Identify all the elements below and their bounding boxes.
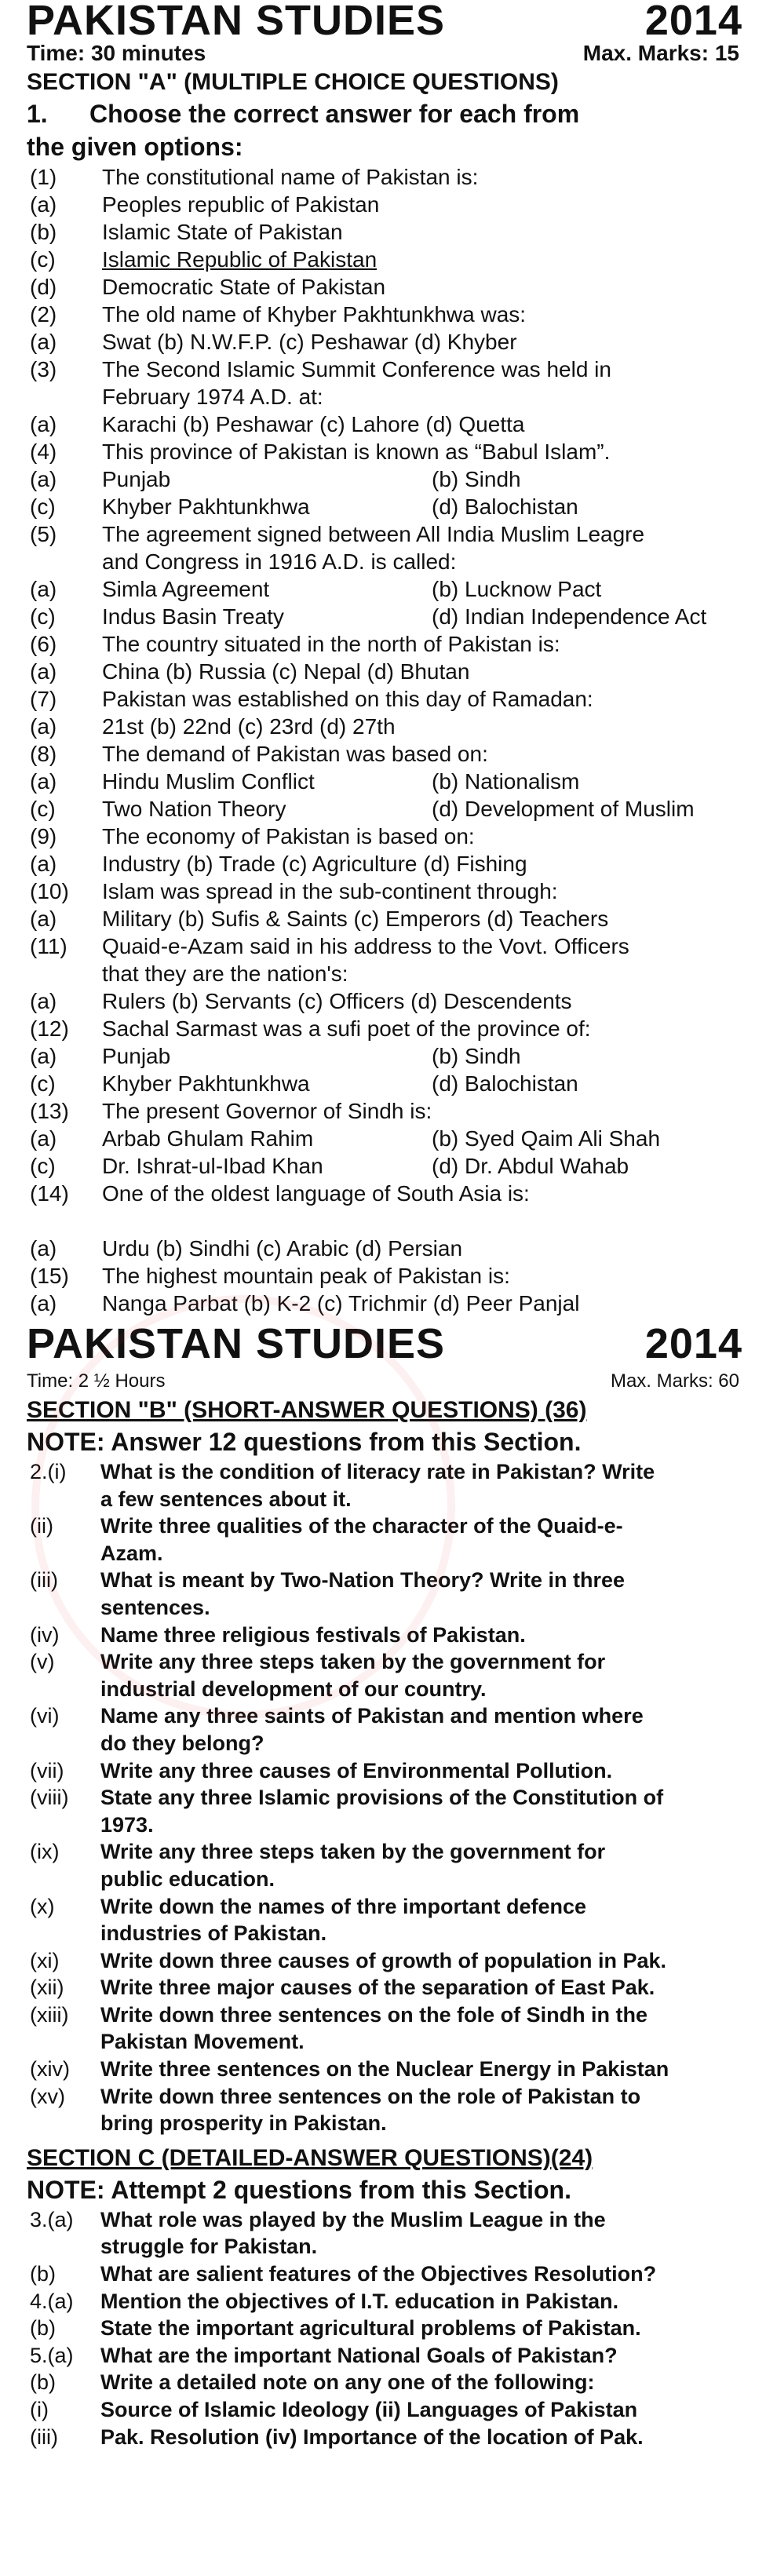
item-label: (vii) xyxy=(30,1758,64,1782)
question-line xyxy=(0,465,766,493)
item-text: The highest mountain peak of Pakistan is: xyxy=(102,1264,510,1288)
option-left: Khyber Pakhtunkhwa xyxy=(102,1071,310,1096)
item-label: (11) xyxy=(30,934,67,958)
item-text: What is meant by Two-Nation Theory? Write in three xyxy=(100,1568,626,1593)
question-line xyxy=(0,1290,766,1317)
question-line xyxy=(0,768,766,795)
item-text: Write three qualities of the character of the Quaid-e- xyxy=(100,1514,623,1538)
section-a-heading: SECTION "A" (MULTIPLE CHOICE QUESTIONS) xyxy=(27,69,559,95)
item-label: (4) xyxy=(30,440,57,464)
option-left: Simla Agreement xyxy=(102,577,270,601)
item-label: (iii) xyxy=(30,1568,58,1593)
item-label: (d) xyxy=(30,275,57,299)
item-label: (i) xyxy=(30,2398,49,2421)
item-text: The old name of Khyber Pakhtunkhwa was: xyxy=(102,302,527,327)
option-pair xyxy=(102,795,741,823)
item-label: (1) xyxy=(30,165,57,189)
item-label: (xiv) xyxy=(30,2057,70,2082)
item-text: Write down three sentences on the fole of Sindh in the xyxy=(100,2002,648,2027)
question-line xyxy=(0,2028,766,2056)
question-line xyxy=(0,1676,766,1703)
question-line xyxy=(0,795,766,823)
item-label: (a) xyxy=(30,659,57,684)
item-text: public education. xyxy=(100,1866,275,1891)
item-label: (b) xyxy=(30,2370,56,2395)
item-text: Write three major causes of the separation of East Pak. xyxy=(100,1976,655,2000)
question-line xyxy=(0,520,766,548)
item-text: What are the important National Goals of Pakistan? xyxy=(100,2343,618,2367)
item-label: (xii) xyxy=(30,1976,64,2000)
paper-a-header xyxy=(0,0,766,44)
paper-b-title: PAKISTAN STUDIES xyxy=(27,1320,446,1367)
item-label: (ii) xyxy=(30,1514,53,1538)
question-line xyxy=(0,410,766,438)
item-label: (8) xyxy=(30,742,57,766)
item-text: sentences. xyxy=(100,1595,210,1619)
item-text: Azam. xyxy=(100,1541,163,1565)
item-text: One of the oldest language of South Asia is: xyxy=(102,1181,530,1206)
paper-a-title: PAKISTAN STUDIES xyxy=(27,0,446,44)
section-a-instruction xyxy=(0,97,766,130)
item-label: (b) xyxy=(30,2262,56,2286)
item-label: (ix) xyxy=(30,1840,60,1864)
item-label xyxy=(30,1920,100,1947)
item-label xyxy=(30,1540,100,1567)
short-question-list xyxy=(0,1458,766,2137)
question-line xyxy=(0,1235,766,1262)
instruction-number: 1. xyxy=(27,100,48,128)
item-label: (14) xyxy=(30,1181,69,1206)
option-left: Dr. Ishrat-ul-Ibad Khan xyxy=(102,1154,323,1178)
item-text: Quaid-e-Azam said in his address to the Vovt. Officers xyxy=(102,934,629,958)
item-text: that they are the nation's: xyxy=(102,961,348,986)
item-text xyxy=(102,1207,741,1235)
paper-a-marks: Max. Marks: 15 xyxy=(582,41,739,65)
question-line xyxy=(0,1540,766,1567)
item-text: struggle for Pakistan. xyxy=(100,2235,318,2259)
question-line xyxy=(0,1974,766,2001)
question-line xyxy=(0,1702,766,1730)
paper-a-year: 2014 xyxy=(644,0,742,44)
item-label: (x) xyxy=(30,1894,55,1918)
option-left: Hindu Muslim Conflict xyxy=(102,769,315,794)
item-text: do they belong? xyxy=(100,1731,264,1755)
item-text: industrial development of our country. xyxy=(100,1677,487,1701)
item-text: Karachi (b) Peshawar (c) Lahore (d) Quetta xyxy=(102,412,525,436)
option-left: Arbab Ghulam Rahim xyxy=(102,1126,314,1151)
item-label xyxy=(30,1207,102,1235)
item-text: Write any three steps taken by the government for xyxy=(100,1840,606,1864)
item-label: (xiii) xyxy=(30,2002,69,2027)
item-label xyxy=(30,383,102,410)
item-label: (a) xyxy=(30,1236,57,1261)
option-pair xyxy=(102,465,741,493)
option-right: (d) Dr. Abdul Wahab xyxy=(432,1154,629,1178)
option-left: Punjab xyxy=(102,1044,171,1068)
question-line xyxy=(0,548,766,575)
item-text: Name three religious festivals of Pakistan. xyxy=(100,1622,526,1647)
question-line xyxy=(0,2260,766,2288)
option-right: (d) Balochistan xyxy=(432,1071,578,1096)
question-line xyxy=(0,2396,766,2424)
item-label: (13) xyxy=(30,1099,69,1123)
item-label: (a) xyxy=(30,1291,57,1315)
paper-b-header xyxy=(0,1320,766,1367)
item-label: (viii) xyxy=(30,1786,69,1810)
item-text: Write any three steps taken by the government for xyxy=(100,1650,606,1674)
item-label: (a) xyxy=(30,852,57,876)
item-label: (5) xyxy=(30,522,57,546)
question-line xyxy=(0,630,766,658)
question-line xyxy=(0,1070,766,1097)
item-label xyxy=(30,960,102,987)
item-label xyxy=(30,2233,100,2260)
item-label: (15) xyxy=(30,1264,69,1288)
item-text: Democratic State of Pakistan xyxy=(102,275,386,299)
option-right: (d) Indian Independence Act xyxy=(432,604,707,629)
item-text: The constitutional name of Pakistan is: xyxy=(102,165,479,189)
option-left: Two Nation Theory xyxy=(102,797,286,821)
item-label: (a) xyxy=(30,769,57,794)
option-pair xyxy=(102,1125,741,1152)
item-label: (iv) xyxy=(30,1622,60,1647)
item-label: (b) xyxy=(30,2316,56,2341)
question-line xyxy=(0,2288,766,2315)
option-pair xyxy=(102,603,741,630)
question-line xyxy=(0,356,766,383)
item-text: What is the condition of literacy rate in Pakistan? Write xyxy=(100,1460,655,1483)
question-line xyxy=(0,2056,766,2083)
item-text: Rulers (b) Servants (c) Officers (d) Descendents xyxy=(102,989,572,1013)
item-label xyxy=(30,2110,100,2137)
question-line xyxy=(0,1812,766,1839)
item-text: The country situated in the north of Pakistan is: xyxy=(102,632,560,656)
item-label: (xv) xyxy=(30,2084,65,2108)
question-line xyxy=(0,575,766,603)
question-line xyxy=(0,2369,766,2396)
question-line xyxy=(0,905,766,932)
question-line xyxy=(0,1262,766,1290)
option-right: (b) Sindh xyxy=(432,467,521,491)
item-text: Sachal Sarmast was a sufi poet of the province of: xyxy=(102,1016,591,1041)
item-label: (a) xyxy=(30,412,57,436)
option-pair xyxy=(102,768,741,795)
item-text: Islamic Republic of Pakistan xyxy=(102,247,378,272)
question-line xyxy=(0,823,766,850)
paper-b-meta xyxy=(0,1367,766,1396)
paper-b-year: 2014 xyxy=(644,1320,742,1367)
item-label: (c) xyxy=(30,1154,56,1178)
section-b-heading: SECTION "B" (SHORT-ANSWER QUESTIONS) (36) xyxy=(27,1397,587,1423)
option-right: (d) Development of Muslim xyxy=(432,797,695,821)
long-question-list xyxy=(0,2206,766,2450)
item-text: Islamic State of Pakistan xyxy=(102,220,343,244)
item-text: Islam was spread in the sub-continent through: xyxy=(102,879,558,903)
item-text: 1973. xyxy=(100,1812,154,1837)
item-label: (7) xyxy=(30,687,57,711)
item-text: Industry (b) Trade (c) Agriculture (d) Fishing xyxy=(102,852,527,876)
item-label: (c) xyxy=(30,604,56,629)
question-line xyxy=(0,383,766,410)
question-line xyxy=(0,987,766,1015)
item-label: (c) xyxy=(30,247,56,272)
section-c-heading: SECTION C (DETAILED-ANSWER QUESTIONS)(24) xyxy=(27,2144,593,2171)
item-text: The agreement signed between All India Muslim Leagre xyxy=(102,522,645,546)
item-text: a few sentences about it. xyxy=(100,1487,352,1511)
option-pair xyxy=(102,1152,741,1180)
question-line xyxy=(0,1512,766,1540)
item-text: Urdu (b) Sindhi (c) Arabic (d) Persian xyxy=(102,1236,463,1261)
item-label: (c) xyxy=(30,1071,56,1096)
option-pair xyxy=(102,1042,741,1070)
paper-b-time: Time: 2 ½ Hours xyxy=(27,1370,166,1392)
question-line xyxy=(0,713,766,740)
question-line xyxy=(0,1152,766,1180)
item-text: State any three Islamic provisions of the Constitution of xyxy=(100,1786,664,1810)
paper-a-time: Time: 30 minutes xyxy=(27,41,206,65)
question-line xyxy=(0,1838,766,1866)
question-line xyxy=(0,301,766,328)
item-text: bring prosperity in Pakistan. xyxy=(100,2111,387,2136)
item-label: (v) xyxy=(30,1650,55,1674)
item-label xyxy=(30,548,102,575)
option-left: Punjab xyxy=(102,467,171,491)
question-line xyxy=(0,1015,766,1042)
item-label: (2) xyxy=(30,302,57,327)
item-text: Write down three causes of growth of population in Pak. xyxy=(100,1948,667,1972)
question-line xyxy=(0,438,766,465)
item-text: China (b) Russia (c) Nepal (d) Bhutan xyxy=(102,659,470,684)
item-text: This province of Pakistan is known as “Babul Islam”. xyxy=(102,440,611,464)
item-text: Write down the names of thre important defence xyxy=(100,1894,587,1918)
question-line xyxy=(0,1920,766,1947)
question-line xyxy=(0,2315,766,2342)
item-text: Pak. Resolution (iv) Importance of the location of Pak. xyxy=(100,2425,644,2449)
option-right: (b) Nationalism xyxy=(432,769,580,794)
item-label: (a) xyxy=(30,907,57,931)
item-label xyxy=(30,1486,100,1513)
item-label: (a) xyxy=(30,1126,57,1151)
question-line xyxy=(0,246,766,273)
option-left: Indus Basin Treaty xyxy=(102,604,284,629)
question-line xyxy=(0,1594,766,1622)
item-text: Name any three saints of Pakistan and mention where xyxy=(100,1704,644,1728)
item-text: Pakistan Movement. xyxy=(100,2030,305,2054)
item-label xyxy=(30,1594,100,1622)
item-label: (b) xyxy=(30,220,57,244)
question-line xyxy=(0,850,766,878)
question-line xyxy=(0,685,766,713)
item-label: (a) xyxy=(30,330,57,354)
item-text: Mention the objectives of I.T. education in Pakistan. xyxy=(100,2289,619,2313)
item-text: Write down three sentences on the role of Pakistan to xyxy=(100,2084,641,2108)
item-label: (a) xyxy=(30,577,57,601)
item-label: 5.(a) xyxy=(30,2343,74,2367)
question-line xyxy=(0,960,766,987)
question-line xyxy=(0,1458,766,1486)
item-text: Swat (b) N.W.F.P. (c) Peshawar (d) Khyber xyxy=(102,330,517,354)
paper-b-marks: Max. Marks: 60 xyxy=(610,1370,739,1392)
item-text: Military (b) Sufis & Saints (c) Emperors (d) Teachers xyxy=(102,907,609,931)
item-text: The demand of Pakistan was based on: xyxy=(102,742,488,766)
item-text: The Second Islamic Summit Conference was held in xyxy=(102,357,611,381)
item-text: Peoples republic of Pakistan xyxy=(102,192,380,217)
item-label: (6) xyxy=(30,632,57,656)
question-line xyxy=(0,2342,766,2370)
question-line xyxy=(0,878,766,905)
question-line xyxy=(0,1042,766,1070)
question-line xyxy=(0,2424,766,2451)
mcq-list xyxy=(0,163,766,1317)
item-text: industries of Pakistan. xyxy=(100,1921,327,1946)
option-pair xyxy=(102,575,741,603)
item-text: Nanga Parbat (b) K-2 (c) Trichmir (d) Peer Panjal xyxy=(102,1291,580,1315)
item-label: (vi) xyxy=(30,1704,60,1728)
item-label xyxy=(30,1866,100,1893)
item-text: Write three sentences on the Nuclear Energy in Pakistan xyxy=(100,2057,669,2082)
option-right: (d) Balochistan xyxy=(432,494,578,519)
question-line xyxy=(0,932,766,960)
item-text: 21st (b) 22nd (c) 23rd (d) 27th xyxy=(102,714,396,739)
item-label: (12) xyxy=(30,1016,69,1041)
question-line xyxy=(0,1180,766,1207)
item-label xyxy=(30,1676,100,1703)
question-line xyxy=(0,2001,766,2029)
question-line xyxy=(0,1567,766,1594)
item-text: The present Governor of Sindh is: xyxy=(102,1099,432,1123)
question-line xyxy=(0,1097,766,1125)
question-line xyxy=(0,2110,766,2137)
item-label: 4.(a) xyxy=(30,2289,74,2313)
item-label xyxy=(30,1730,100,1757)
question-line xyxy=(0,1730,766,1757)
item-label: (3) xyxy=(30,357,57,381)
item-label: 3.(a) xyxy=(30,2207,74,2231)
item-text: Write a detailed note on any one of the following: xyxy=(100,2370,595,2395)
item-label: (xi) xyxy=(30,1948,60,1972)
question-line xyxy=(0,1125,766,1152)
question-line xyxy=(0,493,766,520)
item-label: (iii) xyxy=(30,2425,58,2449)
question-line xyxy=(0,2233,766,2260)
question-line xyxy=(0,273,766,301)
item-label xyxy=(30,2028,100,2056)
item-text: Source of Islamic Ideology (ii) Languages of Pakistan xyxy=(100,2398,638,2421)
item-label: (a) xyxy=(30,192,57,217)
item-text: The economy of Pakistan is based on: xyxy=(102,824,475,848)
question-line xyxy=(0,163,766,191)
question-line xyxy=(0,1207,766,1235)
item-label: (10) xyxy=(30,879,69,903)
option-right: (b) Lucknow Pact xyxy=(432,577,602,601)
item-label: (a) xyxy=(30,714,57,739)
option-pair xyxy=(102,1070,741,1097)
option-pair xyxy=(102,493,741,520)
question-line xyxy=(0,603,766,630)
item-text: and Congress in 1916 A.D. is called: xyxy=(102,549,457,574)
item-text: Pakistan was established on this day of Ramadan: xyxy=(102,687,593,711)
question-line xyxy=(0,1757,766,1785)
item-text: Write any three causes of Environmental Pollution. xyxy=(100,1758,613,1782)
section-c-note: NOTE: Attempt 2 questions from this Section. xyxy=(27,2175,571,2204)
question-line xyxy=(0,2206,766,2234)
question-line xyxy=(0,2083,766,2111)
option-right: (b) Syed Qaim Ali Shah xyxy=(432,1126,661,1151)
instruction-text-2: the given options: xyxy=(27,133,243,161)
question-line xyxy=(0,1893,766,1921)
instruction-text: Choose the correct answer for each from xyxy=(89,100,580,128)
item-label: (c) xyxy=(30,797,56,821)
section-b-note: NOTE: Answer 12 questions from this Section. xyxy=(27,1428,582,1456)
item-label: (9) xyxy=(30,824,57,848)
item-label: (c) xyxy=(30,494,56,519)
question-line xyxy=(0,1486,766,1513)
item-text: What are salient features of the Objectives Resolution? xyxy=(100,2262,657,2286)
item-text: State the important agricultural problems of Pakistan. xyxy=(100,2316,641,2341)
option-left: Khyber Pakhtunkhwa xyxy=(102,494,310,519)
question-line xyxy=(0,1947,766,1975)
item-label: 2.(i) xyxy=(30,1460,67,1483)
question-line xyxy=(0,218,766,246)
question-line xyxy=(0,1784,766,1812)
question-line xyxy=(0,1648,766,1676)
question-line xyxy=(0,328,766,356)
item-label: (a) xyxy=(30,989,57,1013)
item-label: (a) xyxy=(30,1044,57,1068)
item-label xyxy=(30,1812,100,1839)
question-line xyxy=(0,191,766,218)
question-line xyxy=(0,658,766,685)
question-line xyxy=(0,740,766,768)
item-text: What role was played by the Muslim League in the xyxy=(100,2207,606,2231)
item-label: (a) xyxy=(30,467,57,491)
question-line xyxy=(0,1622,766,1649)
question-line xyxy=(0,1866,766,1893)
option-right: (b) Sindh xyxy=(432,1044,521,1068)
item-text: February 1974 A.D. at: xyxy=(102,385,323,409)
